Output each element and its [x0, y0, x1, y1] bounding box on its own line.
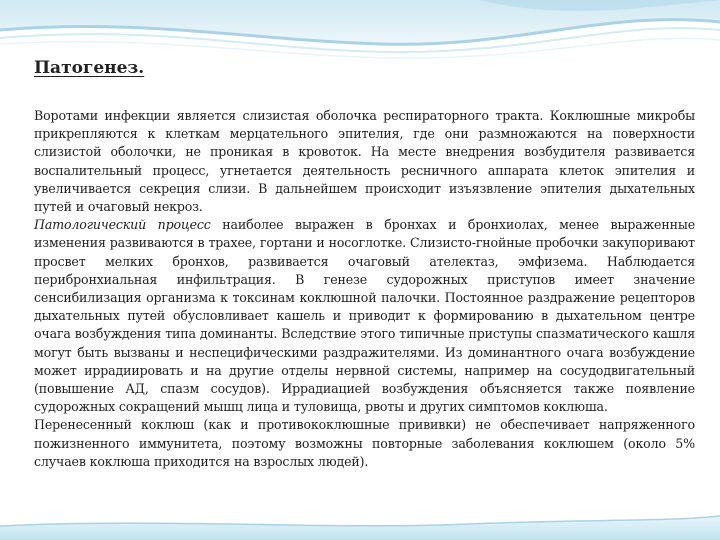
slide-title: Патогенез.	[34, 58, 145, 78]
top-wave-decoration	[0, 0, 720, 58]
bottom-wave-decoration	[0, 516, 720, 540]
paragraph-pathologic-process-text: наиболее выражен в бронхах и бронхиолах, менее выраженные изменения развиваются в трахее, гортани и носоглотке. Слизисто-гнойные пробочки закупоривают просвет мелких бронхов, развивается очаговый ателектаз, эмфизема. Наблюдается перибронхиальная инфильтрация. В генезе судорожных приступов имеет значение сенсибилизация организма к токсинам коклюшной палочки. Постоянное раздражение рецепторов дыхательных путей обусловливает кашель и приводит к формированию в дыхательном центре очага возбуждения типа доминанты. Вследствие этого типичные приступы спазматического кашля могут быть вызваны и неспецифическими раздражителями. Из доминантного очага возбуждение может иррадиировать и на другие отделы нервной системы, например на сосудодвигательный (повышение АД, спазм сосудов). Иррадиацией возбуждения объясняется также появление судорожных сокращений мышц лица и туловища, рвоты и других симптомов коклюша.	[34, 217, 695, 415]
italic-term-pathologic-process: Патологический процесс	[34, 217, 211, 233]
paragraph-pathologic-process	[34, 216, 695, 416]
paragraph-immunity: Перенесенный коклюш (как и противококлюшные прививки) не обеспечивает напряженного пожизненного иммунитета, поэтому возможны повторные заболевания коклюшем (около 5% случаев коклюша приходится на взрослых людей).	[34, 417, 695, 469]
slide-body-text	[34, 107, 695, 471]
paragraph-pathogenesis-entry: Воротами инфекции является слизистая оболочка респираторного тракта. Коклюшные микробы прикрепляются к клеткам мерцательного эпителия, где они размножаются на поверхности слизистой оболочки, не проникая в кровоток. На месте внедрения возбудителя развивается воспалительный процесс, угнетается деятельность ресничного аппарата клеток эпителия и увеличивается секреция слизи. В дальнейшем происходит изъязвление эпителия дыхательных путей и очаговый некроз.	[34, 108, 695, 215]
